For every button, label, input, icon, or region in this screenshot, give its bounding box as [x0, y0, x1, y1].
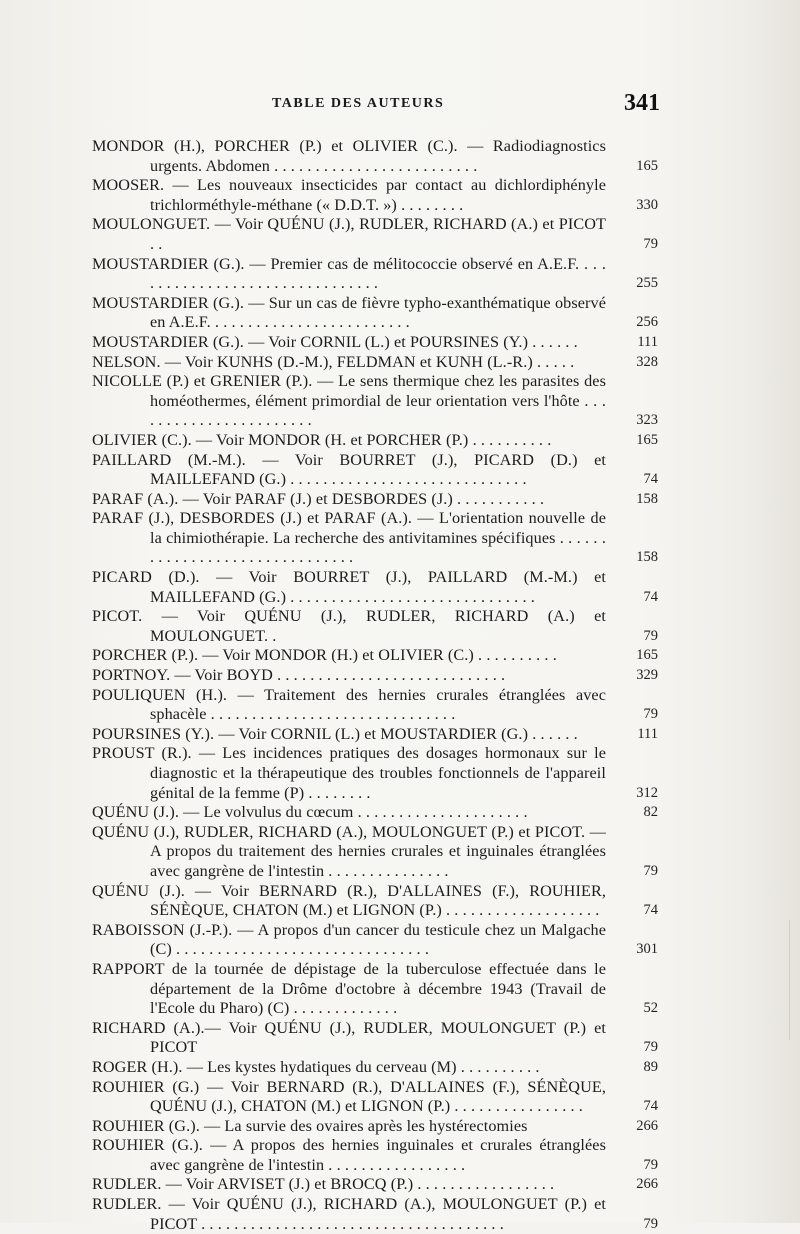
index-entry: [92, 1078, 660, 1117]
running-title: TABLE DES AUTEURS: [272, 96, 445, 111]
index-entry: [92, 646, 660, 666]
entry-text: QUÉNU (J.). — Le volvulus du cœcum . . . . . . . . . . . . . . . . . . . . .: [92, 803, 528, 822]
entry-text: NICOLLE (P.) et GRENIER (P.). — Le sens thermique chez les parasites des homéothermes, élément primordial de leur orientation vers l'hôte . . . . . . . . . . . . . . . . . . . . . . .: [92, 372, 606, 430]
entry-text: MOOSER. — Les nouveaux insecticides par contact au dichlordiphényle trichlorméthyle-méthane (« D.D.T. ») . . . . . . . .: [92, 176, 606, 214]
entry-text: PICOT. — Voir QUÉNU (J.), RUDLER, RICHARD (A.) et MOULONGUET. .: [92, 607, 606, 645]
entry-page: 74: [643, 588, 658, 605]
entry-text: NELSON. — Voir KUNHS (D.-M.), FELDMAN et KUNH (L.-R.) . . . . .: [92, 352, 575, 371]
entry-page: 158: [636, 549, 658, 566]
index-entry: [92, 333, 660, 353]
entry-text: RUDLER. — Voir QUÉNU (J.), RICHARD (A.), MOULONGUET (P.) et PICOT . . . . . . . . . . . . . . . . . . . . . . . . . . . . . . . . . . . . .: [92, 1195, 606, 1233]
entry-page: 79: [643, 627, 658, 644]
entry-text: PORTNOY. — Voir BOYD . . . . . . . . . . . . . . . . . . . . . . . . . . . .: [92, 666, 506, 685]
entry-text: ROUHIER (G.). — A propos des hernies inguinales et crurales étranglées avec gangrène de l'intestin . . . . . . . . . . . . . . . . .: [92, 1136, 606, 1174]
entry-page: 165: [636, 157, 658, 174]
index-entry: [92, 1175, 660, 1195]
entry-page: 165: [636, 431, 658, 448]
entry-page: 266: [636, 1117, 658, 1134]
entry-page: 111: [637, 333, 658, 350]
entry-text: MOULONGUET. — Voir QUÉNU (J.), RUDLER, RICHARD (A.) et PICOT . .: [92, 215, 606, 253]
entry-page: 330: [636, 196, 658, 213]
index-entry: [92, 725, 660, 745]
entry-text: ROGER (H.). — Les kystes hydatiques du cerveau (M) . . . . . . . . . .: [92, 1057, 540, 1076]
entry-text: PORCHER (P.). — Voir MONDOR (H.) et OLIVIER (C.) . . . . . . . . . .: [92, 646, 557, 665]
entry-text: ROUHIER (G.) — Voir BERNARD (R.), D'ALLAINES (F.), SÉNÈQUE, QUÉNU (J.), CHATON (M.) et LIGNON (P.) . . . . . . . . . . . . . . . .: [92, 1077, 606, 1116]
index-entry: [92, 921, 660, 960]
entry-text: RICHARD (A.).— Voir QUÉNU (J.), RUDLER, MOULONGUET (P.) et PICOT: [92, 1018, 606, 1057]
entry-page: 82: [643, 804, 658, 821]
entry-page: 256: [636, 314, 658, 331]
entry-text: QUÉNU (J.), RUDLER, RICHARD (A.), MOULONGUET (P.) et PICOT. — A propos du traitement des hernies crurales et inguinales étranglées avec gangrène de l'intestin . . . . . . . . . . . . . . .: [92, 822, 606, 880]
entry-page: 323: [636, 412, 658, 429]
index-entry: [92, 568, 660, 607]
page-number: 341: [624, 90, 660, 116]
index-entry: [92, 215, 660, 254]
index-entry: [92, 882, 660, 921]
index-entry: [92, 255, 660, 294]
index-entry: [92, 176, 660, 215]
entry-text: MOUSTARDIER (G.). — Voir CORNIL (L.) et POURSINES (Y.) . . . . . .: [92, 332, 578, 351]
scan-artifact: [789, 920, 790, 1040]
author-index: [92, 137, 660, 1234]
index-entry: [92, 607, 660, 646]
entry-text: PARAF (J.), DESBORDES (J.) et PARAF (A.). — L'orientation nouvelle de la chimiothérapie. La recherche des antivitamines spécifiques . . . . . . . . . . . . . . . . . . . . . . . . . . . . . . .: [92, 509, 606, 567]
entry-text: MONDOR (H.), PORCHER (P.) et OLIVIER (C.). — Radiodiagnostics urgents. Abdomen . . . . . . . . . . . . . . . . . . . . . . . . .: [92, 137, 606, 175]
index-entry: [92, 490, 660, 510]
entry-text: RABOISSON (J.-P.). — A propos d'un cancer du testicule chez un Malgache (C) . . . . . . . . . . . . . . . . . . . . . . . . . . . . . . .: [92, 920, 606, 959]
entry-text: POULIQUEN (H.). — Traitement des hernies crurales étranglées avec sphacèle . . . . . . . . . . . . . . . . . . . . . . . . . . . . . .: [92, 685, 606, 724]
entry-page: 74: [643, 1098, 658, 1115]
entry-text: QUÉNU (J.). — Voir BERNARD (R.), D'ALLAINES (F.), ROUHIER, SÉNÈQUE, CHATON (M.) et LIGNON (P.) . . . . . . . . . . . . . . . . . . .: [92, 881, 606, 920]
entry-page: 79: [643, 706, 658, 723]
page-edge-shadow: [740, 0, 800, 1223]
index-entry: [92, 353, 660, 373]
entry-page: 74: [643, 471, 658, 488]
entry-page: 165: [636, 647, 658, 664]
entry-page: 89: [643, 1058, 658, 1075]
entry-text: PICARD (D.). — Voir BOURRET (J.), PAILLARD (M.-M.) et MAILLEFAND (G.) . . . . . . . . . . . . . . . . . . . . . . . . . . . . . .: [92, 568, 606, 606]
index-entry: [92, 960, 660, 1019]
index-entry: [92, 823, 660, 882]
index-entry: [92, 1019, 660, 1058]
entry-text: RUDLER. — Voir ARVISET (J.) et BROCQ (P.) . . . . . . . . . . . . . . . . .: [92, 1175, 555, 1194]
entry-page: 255: [636, 275, 658, 292]
entry-page: 301: [636, 941, 658, 958]
entry-page: 52: [643, 1000, 658, 1017]
index-entry: [92, 803, 660, 823]
entry-text: OLIVIER (C.). — Voir MONDOR (H. et PORCHER (P.) . . . . . . . . . .: [92, 430, 552, 449]
entry-text: PAILLARD (M.-M.). — Voir BOURRET (J.), PICARD (D.) et MAILLEFAND (G.) . . . . . . . . . . . . . . . . . . . . . . . . . . . . .: [92, 450, 606, 489]
entry-page: 329: [636, 667, 658, 684]
index-entry: [92, 1117, 660, 1137]
entry-page: 312: [636, 784, 658, 801]
index-entry: [92, 451, 660, 490]
entry-page: 328: [636, 353, 658, 370]
index-entry: [92, 1136, 660, 1175]
entry-page: 74: [643, 902, 658, 919]
entry-text: RAPPORT de la tournée de dépistage de la tuberculose effectuée dans le département de la Drôme d'octobre à décembre 1943 (Travail de l'Ecole du Pharo) (C) . . . . . . . . . . . . .: [92, 959, 606, 1018]
entry-text: ROUHIER (G.). — La survie des ovaires après les hystérectomies: [92, 1116, 528, 1135]
entry-text: PARAF (A.). — Voir PARAF (J.) et DESBORDES (J.) . . . . . . . . . . .: [92, 489, 545, 508]
entry-text: MOUSTARDIER (G.). — Premier cas de mélitococcie observé en A.E.F. . . . . . . . . . . . . . . . . . . . . . . . . . . . . . . .: [92, 254, 606, 293]
index-entry: [92, 509, 660, 568]
index-entry: [92, 294, 660, 333]
entry-text: PROUST (R.). — Les incidences pratiques des dosages hormonaux sur le diagnostic et la thérapeutique des troubles fonctionnels de l'appareil génital de la femme (P) . . . . . . . .: [92, 744, 606, 802]
entry-text: POURSINES (Y.). — Voir CORNIL (L.) et MOUSTARDIER (G.) . . . . . .: [92, 724, 578, 743]
entry-page: 111: [637, 725, 658, 742]
entry-page: 266: [636, 1176, 658, 1193]
entry-page: 79: [643, 1215, 658, 1232]
entry-page: 158: [636, 490, 658, 507]
index-entry: [92, 1195, 660, 1234]
index-entry: [92, 137, 660, 176]
entry-page: 79: [643, 862, 658, 879]
page-header: [0, 90, 800, 118]
entry-page: 79: [643, 1039, 658, 1056]
entry-page: 79: [643, 1156, 658, 1173]
entry-text: MOUSTARDIER (G.). — Sur un cas de fièvre typho-exanthématique observé en A.E.F. . . . . . . . . . . . . . . . . . . . . . . . .: [92, 293, 606, 332]
index-entry: [92, 744, 660, 803]
index-entry: [92, 372, 660, 431]
entry-page: 79: [643, 235, 658, 252]
index-entry: [92, 431, 660, 451]
index-entry: [92, 1058, 660, 1078]
index-entry: [92, 686, 660, 725]
index-entry: [92, 666, 660, 686]
